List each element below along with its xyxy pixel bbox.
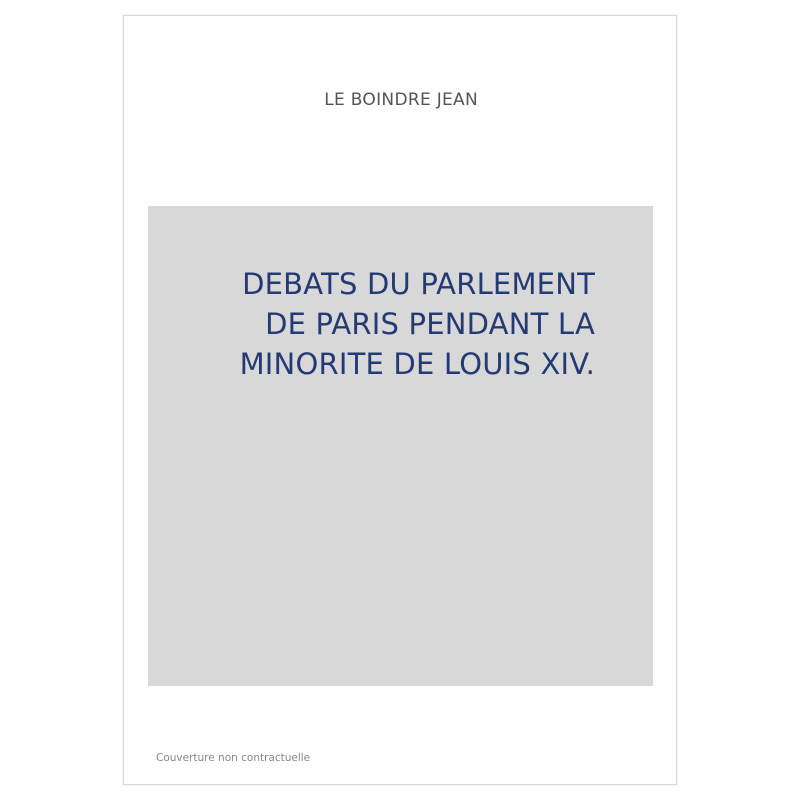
book-title	[240, 264, 595, 384]
title-line-3: MINORITE DE LOUIS XIV.	[239, 347, 595, 381]
author-name: LE BOINDRE JEAN	[324, 90, 478, 110]
title-panel	[148, 206, 653, 686]
cover-disclaimer: Couverture non contractuelle	[156, 752, 311, 764]
title-line-2: DE PARIS PENDANT LA	[265, 307, 595, 341]
book-cover	[123, 15, 677, 785]
title-line-1: DEBATS DU PARLEMENT	[242, 267, 595, 301]
